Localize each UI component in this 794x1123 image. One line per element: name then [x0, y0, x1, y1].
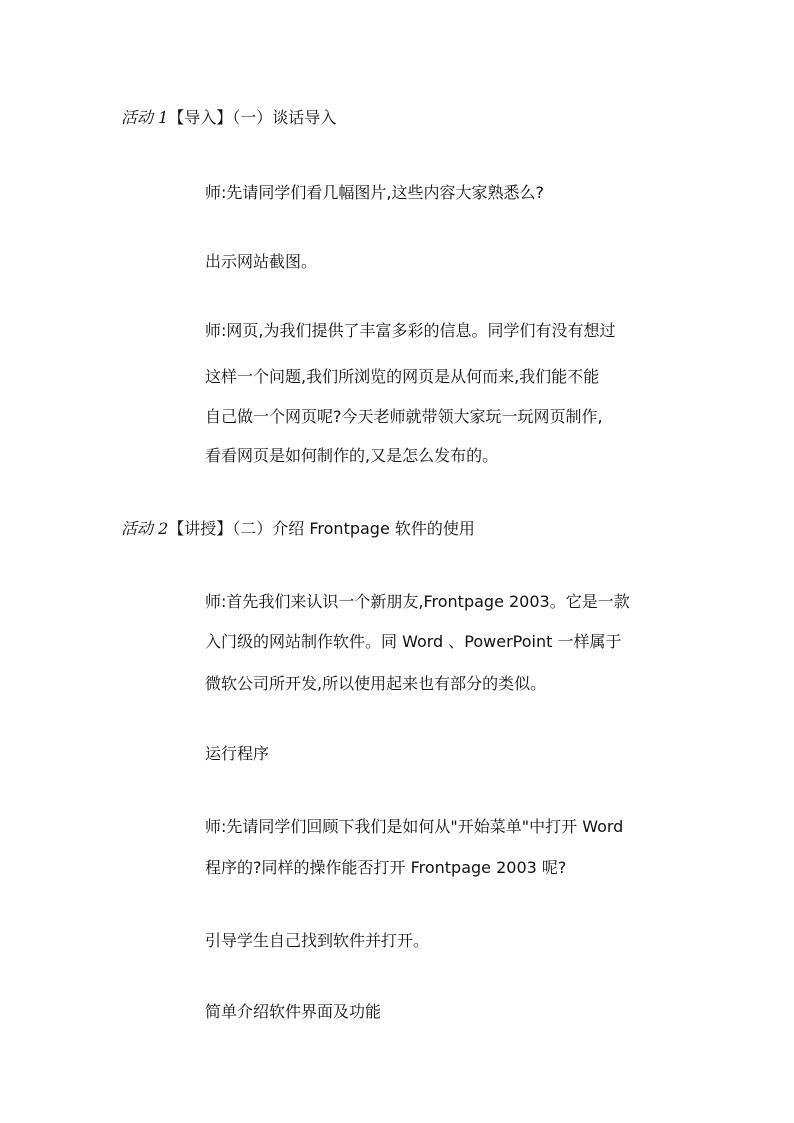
- paragraph-a1-2: 出示网站截图。: [205, 252, 318, 271]
- activity2-label: 活动 2: [121, 519, 169, 538]
- paragraph-a2-3-line1: 师:先请同学们回顾下我们是如何从"开始菜单"中打开 Word: [205, 817, 624, 836]
- activity1-heading: [121, 107, 336, 129]
- paragraph-a2-4: 引导学生自己找到软件并打开。: [205, 931, 430, 950]
- paragraph-a1-3-line2: 这样一个问题,我们所浏览的网页是从何而来,我们能不能: [205, 367, 600, 386]
- activity2-heading: [121, 518, 475, 540]
- paragraph-a2-1-line2: 入门级的网站制作软件。同 Word 、PowerPoint 一样属于: [205, 632, 622, 651]
- activity1-label: 活动 1: [121, 108, 169, 127]
- paragraph-a1-1: 师:先请同学们看几幅图片,这些内容大家熟悉么?: [205, 183, 544, 202]
- paragraph-a2-5: 简单介绍软件界面及功能: [205, 1002, 382, 1021]
- activity2-title: 【讲授】（二）介绍 Frontpage 软件的使用: [168, 519, 475, 538]
- paragraph-a2-1-line3: 微软公司所开发,所以使用起来也有部分的类似。: [205, 674, 547, 693]
- paragraph-a1-3-line3: 自己做一个网页呢?今天老师就带领大家玩一玩网页制作,: [205, 407, 603, 426]
- activity1-title: 【导入】（一）谈话导入: [168, 108, 337, 127]
- paragraph-a1-3-line4: 看看网页是如何制作的,又是怎么发布的。: [205, 446, 499, 465]
- paragraph-a2-1-line1: 师:首先我们来认识一个新朋友,Frontpage 2003。它是一款: [205, 592, 630, 611]
- paragraph-a2-3-line2: 程序的?同样的操作能否打开 Frontpage 2003 呢?: [205, 858, 567, 877]
- paragraph-a1-3-line1: 师:网页,为我们提供了丰富多彩的信息。同学们有没有想过: [205, 321, 616, 340]
- paragraph-a2-2: 运行程序: [205, 744, 270, 763]
